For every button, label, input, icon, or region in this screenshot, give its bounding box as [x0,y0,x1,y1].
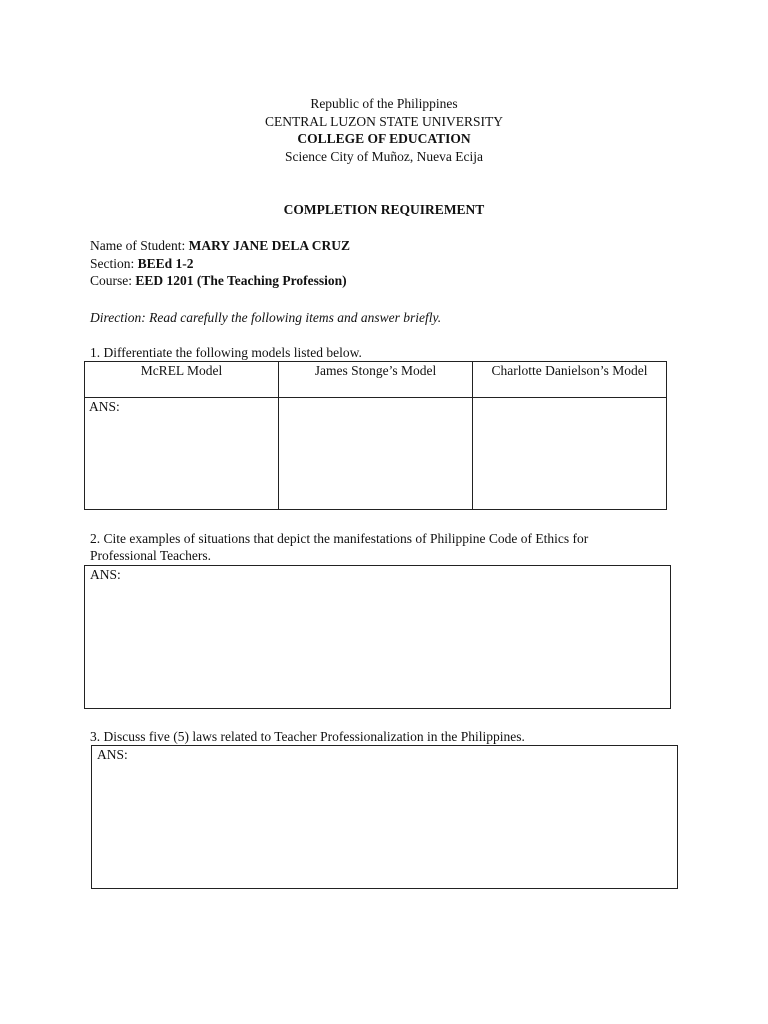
document-title: COMPLETION REQUIREMENT [283,202,485,217]
models-table-answer-row [85,398,667,510]
document-header [0,95,768,165]
models-table-header-row [85,362,667,398]
course-value: EED 1201 (The Teaching Profession) [135,273,347,288]
student-name-line [90,237,350,254]
danielson-answer-cell[interactable] [473,398,667,510]
mcrel-answer-cell[interactable] [85,398,279,510]
column-james-stonge-model: James Stonge’s Model [279,362,473,398]
header-university: CENTRAL LUZON STATE UNIVERSITY [264,113,504,129]
course-label: Course: [90,273,132,288]
header-republic: Republic of the Philippines [310,96,458,111]
stonge-answer-cell[interactable] [279,398,473,510]
question-2-prompt-line-1: 2. Cite examples of situations that depict the manifestations of Philippine Code of Ethics for [90,531,589,546]
question-3-prompt: 3. Discuss five (5) laws related to Teacher Professionalization in the Philippines. [90,729,525,744]
header-address: Science City of Muñoz, Nueva Ecija [285,148,483,164]
column-mcrel-model: McREL Model [85,362,279,398]
section-line [90,255,194,272]
direction-text: Direction: Read carefully the following items and answer briefly. [90,310,442,325]
question-2-answer-box[interactable] [84,565,671,709]
course-line [90,272,347,289]
answer-label: ANS: [97,747,128,762]
models-table [84,361,667,510]
header-college: COLLEGE OF EDUCATION [297,131,471,146]
student-name-value: MARY JANE DELA CRUZ [188,238,351,253]
section-value: BEEd 1-2 [137,256,194,271]
student-name-label: Name of Student: [90,238,186,253]
answer-label: ANS: [90,567,121,582]
question-2-prompt-line-2: Professional Teachers. [90,548,212,563]
answer-label: ANS: [89,399,120,414]
question-1-prompt: 1. Differentiate the following models listed below. [90,345,362,360]
column-charlotte-danielson-model: Charlotte Danielson’s Model [473,362,667,398]
section-label: Section: [90,256,135,271]
question-3-answer-box[interactable] [91,745,678,889]
